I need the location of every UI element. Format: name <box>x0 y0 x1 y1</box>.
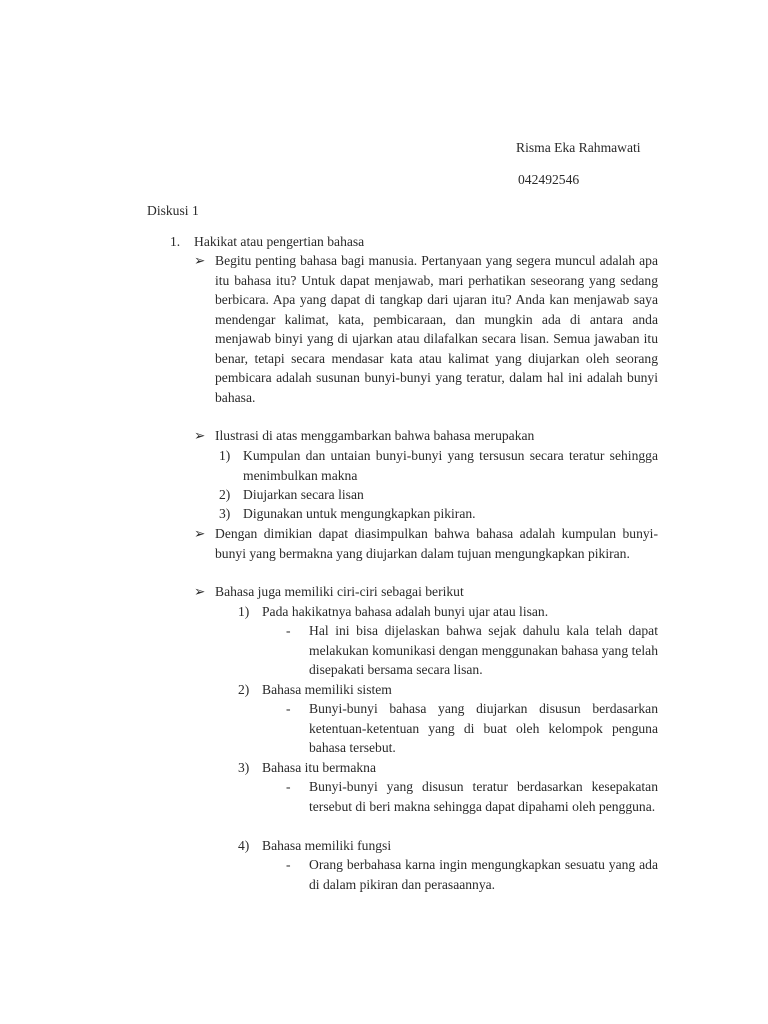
bullet-paragraph-4: Bahasa juga memiliki ciri-ciri sebagai berikut <box>215 584 464 599</box>
arrow-bullet-icon: ➢ <box>194 428 206 443</box>
list-item-detail: Orang berbahasa karna ingin mengungkapkan sesuatu yang ada di dalam pikiran dan perasaannya. <box>309 857 658 892</box>
list-item: Digunakan untuk mengungkapkan pikiran. <box>243 506 476 521</box>
section-heading: Hakikat atau pengertian bahasa <box>194 234 365 249</box>
list-item: Pada hakikatnya bahasa adalah bunyi ujar atau lisan. <box>262 604 549 619</box>
author-name: Risma Eka Rahmawati <box>516 140 641 155</box>
list-number: 3) <box>219 506 231 521</box>
dash-bullet: - <box>286 857 291 872</box>
list-item-detail: Bunyi-bunyi bahasa yang diujarkan disusun berdasarkan ketentuan-ketentuan yang di buat oleh kelompok penguna bahasa tersebut. <box>309 701 658 755</box>
list-number: 3) <box>238 760 250 775</box>
student-id: 042492546 <box>518 172 580 187</box>
list-number: 1) <box>219 448 231 463</box>
list-item: Kumpulan dan untaian bunyi-bunyi yang tersusun secara teratur sehingga menimbulkan makna <box>243 448 658 483</box>
list-item: Bahasa itu bermakna <box>262 760 376 775</box>
arrow-bullet-icon: ➢ <box>194 253 206 268</box>
bullet-paragraph-3: Dengan dimikian dapat diasimpulkan bahwa bahasa adalah kumpulan bunyi-bunyi yang bermakna yang diujarkan dalam tujuan mengungkapkan pikiran. <box>215 526 658 561</box>
list-item: Diujarkan secara lisan <box>243 487 364 502</box>
list-item: Bahasa memiliki fungsi <box>262 838 392 853</box>
dash-bullet: - <box>286 779 291 794</box>
dash-bullet: - <box>286 623 291 638</box>
list-number: 1) <box>238 604 250 619</box>
list-number: 4) <box>238 838 250 853</box>
dash-bullet: - <box>286 701 291 716</box>
page-title: Diskusi 1 <box>147 203 199 218</box>
arrow-bullet-icon: ➢ <box>194 526 206 541</box>
list-item: Bahasa memiliki sistem <box>262 682 392 697</box>
bullet-paragraph-2: Ilustrasi di atas menggambarkan bahwa bahasa merupakan <box>215 428 535 443</box>
bullet-paragraph-1: Begitu penting bahasa bagi manusia. Pertanyaan yang segera muncul adalah apa itu bahasa itu? Untuk dapat menjawab, mari perhatikan seseorang yang sedang berbicara. Apa yang dapat di tangkap dari ujaran itu? Anda kan menjawab saya mendengar kalimat, kata, pembicaraan, dan mungkin ada di antara anda menjawab binyi yang di ujarkan atau dilafalkan secara lisan. Semua jawaban itu benar, tetapi secara mendasar kata atau kalimat yang diujarkan oleh seorang pembicara adalah susunan bunyi-bunyi yang teratur, dalam hal ini adalah bunyi bahasa. <box>215 253 658 405</box>
section-number: 1. <box>170 234 181 249</box>
list-item-detail: Hal ini bisa dijelaskan bahwa sejak dahulu kala telah dapat melakukan komunikasi dengan menggunakan bahasa yang telah disepakati bersama secara lisan. <box>309 623 658 677</box>
list-number: 2) <box>219 487 231 502</box>
arrow-bullet-icon: ➢ <box>194 584 206 599</box>
list-number: 2) <box>238 682 250 697</box>
list-item-detail: Bunyi-bunyi yang disusun teratur berdasarkan kesepakatan tersebut di beri makna sehingga dapat dipahami oleh pengguna. <box>309 779 658 814</box>
